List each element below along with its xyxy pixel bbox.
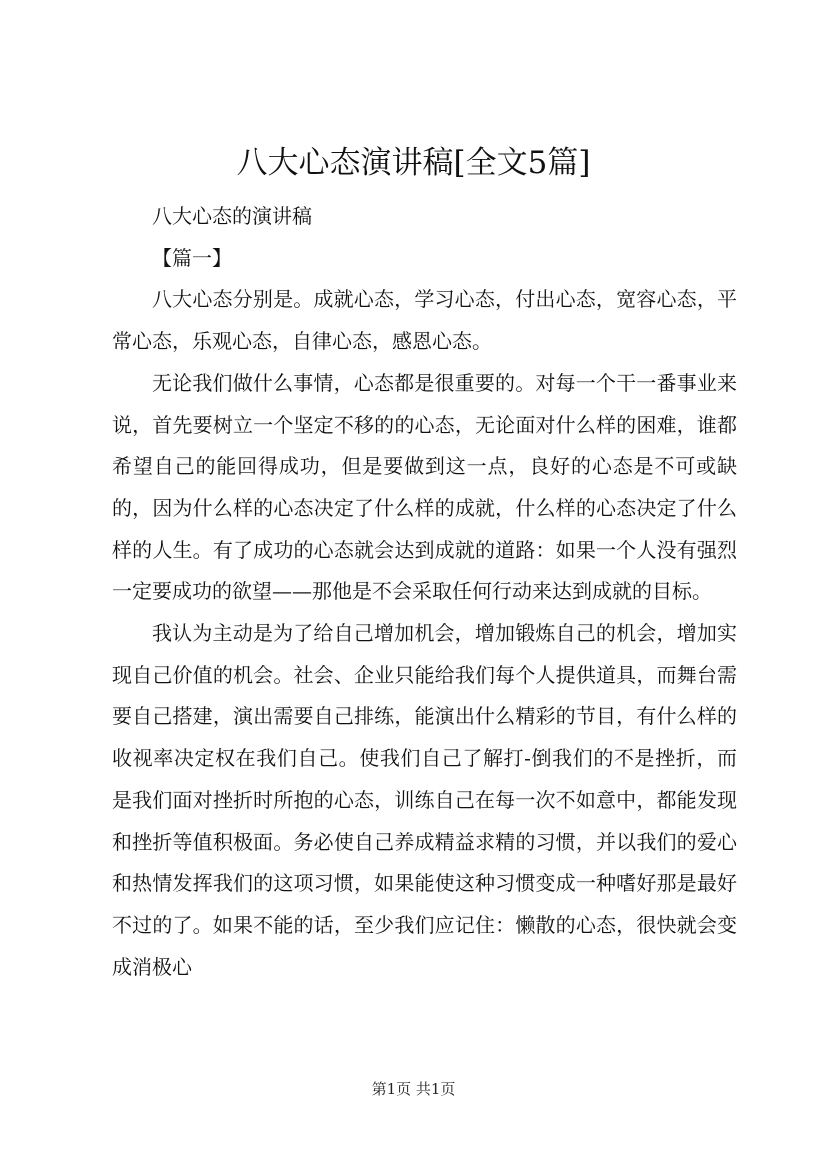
paragraph-2: 无论我们做什么事情，心态都是很重要的。对每一个干一番事业来说，首先要树立一个坚定不移的的心态，无论面对什么样的困难，谁都希望自己的能回得成功，但是要做到这一点，良好的心态是不可或缺的，因为什么样的心态决定了什么样的成就，什么样的心态决定了什么样的人生。有了成功的心态就会达到成就的道路：如果一个人没有强烈一定要成功的欲望——那他是不会采取任何行动来达到成就的目标。 <box>112 370 737 604</box>
paragraph-3: 我认为主动是为了给自己增加机会，增加锻炼自己的机会，增加实现自己价值的机会。社会、企业只能给我们每个人提供道具，而舞台需要自己搭建，演出需要自己排练，能演出什么精彩的节目，有什么样的收视率决定权在我们自己。使我们自己了解打-倒我们的不是挫折，而是我们面对挫折时所抱的心态，训练自己在每一次不如意中，都能发现和挫折等值积极面。务必使自己养成精益求精的习惯，并以我们的爱心和热情发挥我们的这项习惯，如果能使这种习惯变成一种嗜好那是最好不过的了。如果不能的话，至少我们应记住：懒散的心态，很快就会变成消极心 <box>112 621 737 979</box>
subtitle-line: 八大心态的演讲稿 <box>152 204 312 228</box>
page-footer: 第1页 共1页 <box>371 1080 456 1098</box>
document-title: 八大心态演讲稿[全文5篇] <box>236 145 591 181</box>
section-heading: 【篇一】 <box>152 245 232 270</box>
document-body <box>112 196 737 988</box>
paragraph-1: 八大心态分别是。成就心态，学习心态，付出心态，宽容心态，平常心态，乐观心态，自律心态，感恩心态。 <box>112 287 737 354</box>
